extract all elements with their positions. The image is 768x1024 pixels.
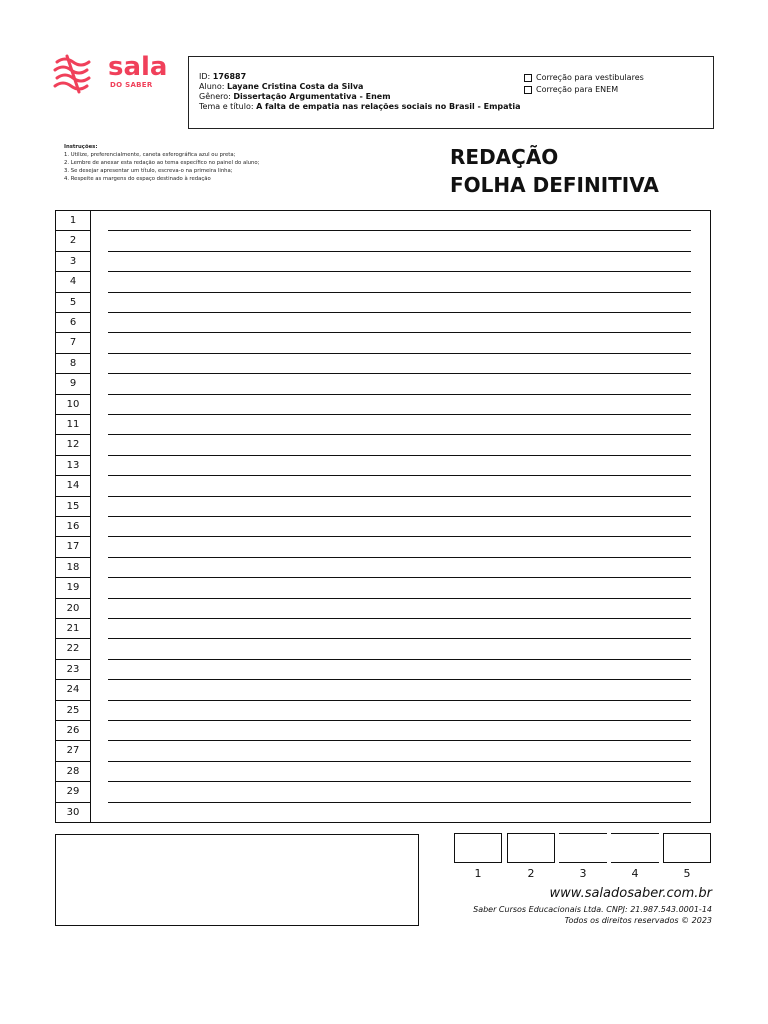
writing-line[interactable]: [108, 230, 691, 231]
line-number: 16: [56, 517, 90, 537]
writing-line[interactable]: [108, 720, 691, 721]
writing-line[interactable]: [108, 271, 691, 272]
score-label-2: 2: [527, 867, 535, 880]
instructions: [64, 143, 259, 183]
writing-line[interactable]: [108, 761, 691, 762]
writing-line[interactable]: [108, 292, 691, 293]
line-number: 24: [56, 680, 90, 700]
company-info: Saber Cursos Educacionais Ltda. CNPJ: 21.987.543.0001-14: [473, 905, 712, 914]
score-label-1: 1: [474, 867, 482, 880]
genero-label: Gênero:: [199, 92, 231, 101]
line-number: 22: [56, 639, 90, 659]
title-line-2: FOLHA DEFINITIVA: [450, 173, 659, 197]
line-number: 6: [56, 313, 90, 333]
writing-line[interactable]: [108, 434, 691, 435]
line-number: 28: [56, 762, 90, 782]
student-info: [199, 72, 521, 112]
checkbox-vestibulares[interactable]: [524, 74, 532, 82]
writing-line[interactable]: [108, 251, 691, 252]
line-number: 26: [56, 721, 90, 741]
line-number: 7: [56, 333, 90, 353]
title-line-1: REDAÇÃO: [450, 145, 559, 169]
line-number: 12: [56, 435, 90, 455]
copyright: Todos os direitos reservados © 2023: [564, 916, 712, 925]
line-number: 30: [56, 803, 90, 823]
aluno-value: Layane Cristina Costa da Silva: [226, 82, 364, 91]
writing-line[interactable]: [108, 659, 691, 660]
score-box-4[interactable]: [611, 833, 659, 863]
student-info-box: [188, 56, 714, 129]
writing-line[interactable]: [108, 373, 691, 374]
instruction-item: 3. Se desejar apresentar um título, escreva-o na primeira linha;: [64, 168, 233, 174]
website-link[interactable]: www.saladosaber.com.br: [549, 886, 712, 901]
writing-line[interactable]: [108, 353, 691, 354]
score-label-5: 5: [683, 867, 691, 880]
line-number: 3: [56, 252, 90, 272]
score-box-3[interactable]: [559, 833, 607, 863]
line-number: 14: [56, 476, 90, 496]
line-number: 10: [56, 395, 90, 415]
genero-value: Dissertação Argumentativa - Enem: [233, 92, 391, 101]
line-number: 2: [56, 231, 90, 251]
line-number: 5: [56, 293, 90, 313]
instructions-title: Instruções:: [64, 144, 98, 150]
line-number: 13: [56, 456, 90, 476]
writing-line[interactable]: [108, 822, 691, 823]
logo-word: sala: [108, 52, 168, 82]
writing-line[interactable]: [108, 638, 691, 639]
score-box-1[interactable]: [454, 833, 502, 863]
logo: [53, 54, 183, 94]
instruction-item: 2. Lembre de anexar esta redação ao tema específico no painel do aluno;: [64, 160, 260, 166]
writing-line[interactable]: [108, 475, 691, 476]
tema-value: A falta de empatia nas relações sociais no Brasil - Empatia: [256, 102, 521, 111]
writing-sheet: [55, 210, 711, 823]
check-enem[interactable]: [524, 84, 644, 96]
writing-line[interactable]: [108, 781, 691, 782]
line-number: 4: [56, 272, 90, 292]
score-label-3: 3: [579, 867, 587, 880]
writing-line[interactable]: [108, 332, 691, 333]
check-enem-label: Correção para ENEM: [536, 85, 619, 94]
line-number: 27: [56, 741, 90, 761]
line-number: 1: [56, 211, 90, 231]
line-number: 21: [56, 619, 90, 639]
check-vestibulares[interactable]: [524, 72, 644, 84]
line-number: 15: [56, 497, 90, 517]
line-number-column: [56, 211, 91, 822]
page-title: [450, 143, 659, 199]
id-value: 176887: [212, 72, 247, 81]
id-label: ID:: [199, 72, 211, 81]
line-number: 9: [56, 374, 90, 394]
writing-line[interactable]: [108, 516, 691, 517]
tema-label: Tema e título:: [199, 102, 254, 111]
writing-line[interactable]: [108, 394, 691, 395]
writing-line[interactable]: [108, 700, 691, 701]
writing-line[interactable]: [108, 577, 691, 578]
writing-line[interactable]: [108, 536, 691, 537]
writing-line[interactable]: [108, 414, 691, 415]
line-number: 19: [56, 578, 90, 598]
aluno-label: Aluno:: [199, 82, 225, 91]
checkbox-enem[interactable]: [524, 86, 532, 94]
logo-mark-icon: [53, 54, 97, 94]
score-label-4: 4: [631, 867, 639, 880]
line-number: 20: [56, 599, 90, 619]
check-vestibulares-label: Correção para vestibulares: [536, 73, 644, 82]
writing-line[interactable]: [108, 802, 691, 803]
writing-line[interactable]: [108, 740, 691, 741]
score-box-2[interactable]: [507, 833, 555, 863]
line-number: 11: [56, 415, 90, 435]
writing-line[interactable]: [108, 618, 691, 619]
line-number: 18: [56, 558, 90, 578]
line-number: 8: [56, 354, 90, 374]
line-number: 25: [56, 701, 90, 721]
writing-line[interactable]: [108, 557, 691, 558]
evaluator-notes-box: [55, 834, 419, 926]
line-number: 23: [56, 660, 90, 680]
line-number: 17: [56, 537, 90, 557]
writing-line[interactable]: [108, 679, 691, 680]
logo-subtitle: DO SABER: [110, 81, 153, 89]
instruction-item: 1. Utilize, preferencialmente, caneta esferográfica azul ou preta;: [64, 152, 236, 158]
legal-text: [473, 904, 712, 926]
correction-options: [524, 72, 644, 96]
writing-line[interactable]: [108, 312, 691, 313]
writing-line[interactable]: [108, 455, 691, 456]
score-box-5[interactable]: [663, 833, 711, 863]
writing-line[interactable]: [108, 598, 691, 599]
instruction-item: 4. Respeite as margens do espaço destinado à redação: [64, 176, 211, 182]
writing-line[interactable]: [108, 496, 691, 497]
line-number: 29: [56, 782, 90, 802]
